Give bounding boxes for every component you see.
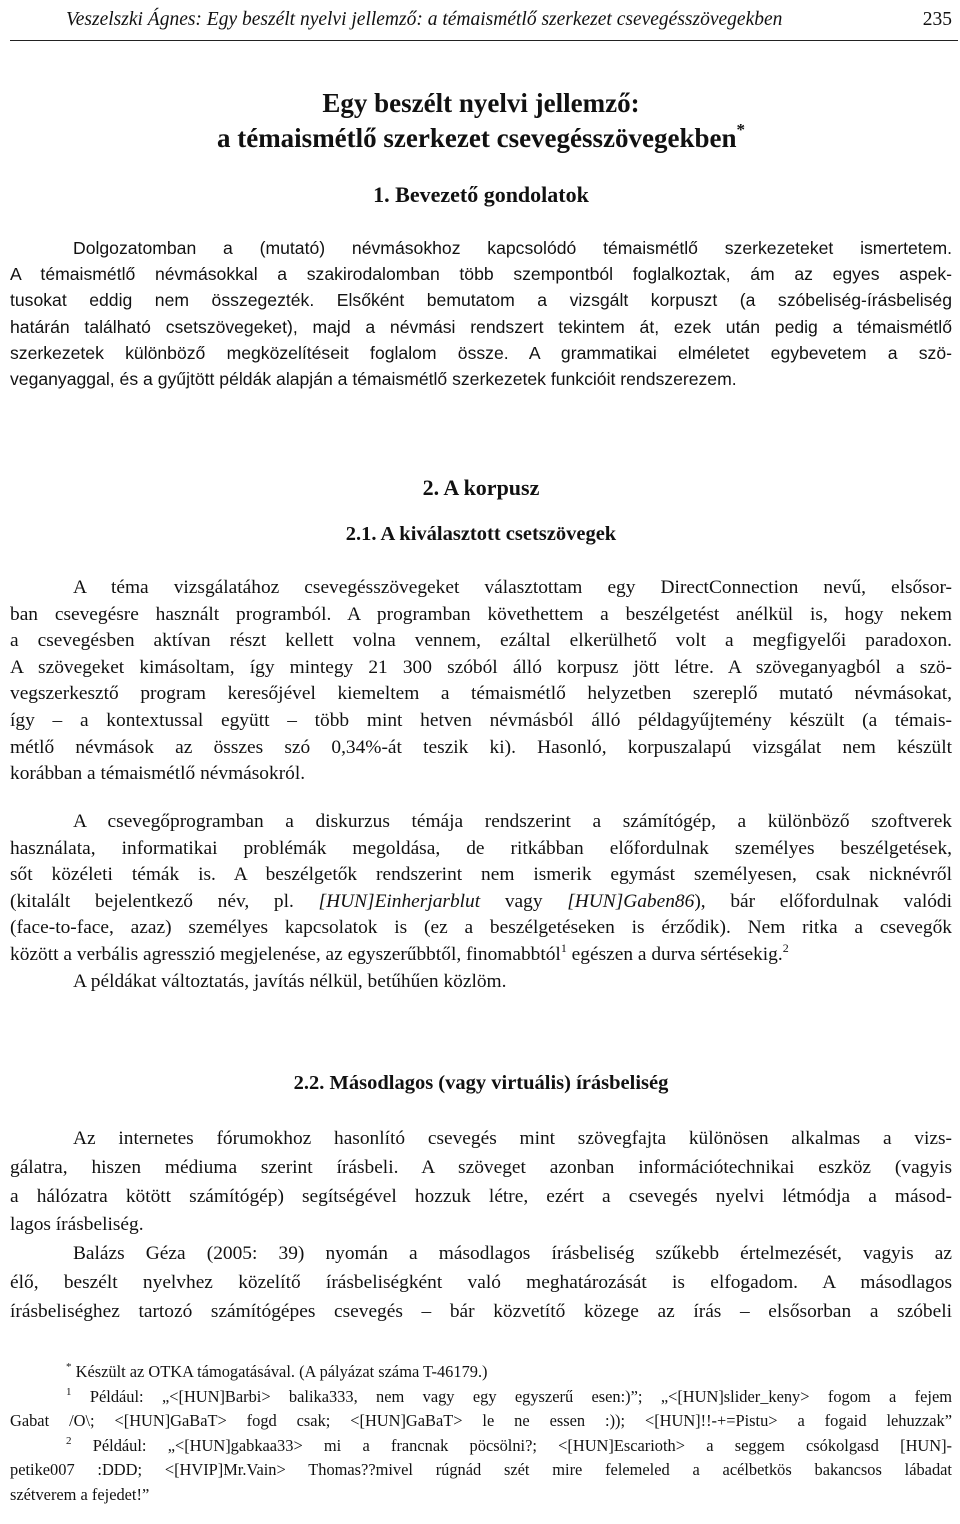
footnote-2-continued: szétverem a fejedet!” — [10, 1484, 150, 1504]
text-line: így – a kontextussal együtt – több mint hetven névmásból álló példagyűjtemény készült (a témais- — [10, 709, 952, 731]
footnote-1-continued: Gabat /O\; <[HUN]GaBaT> fogd csak; <[HUN]GaBaT> le ne essen :)); <[HUN]!!-+=Pistu> a fogaid lehuzzak” — [10, 1411, 952, 1430]
text-line: (kitalált bejelentkező név, pl. [HUN]Einherjarblut vagy [HUN]Gaben86), bár előfordulnak valódi — [10, 890, 952, 912]
text-line: A téma vizsgálatához csevegésszövegeket választottam egy DirectConnection nevű, elsősor- — [73, 577, 952, 598]
title-line-2: a témaismétlő szerkezet csevegésszövegekben* — [216, 120, 746, 153]
running-head-text: Veszelszki Ágnes: Egy beszélt nyelvi jellemző: a témaismétlő szerkezet csevegésszövegekben — [66, 9, 783, 30]
footnote-mark: 1 — [66, 1385, 72, 1398]
footnote-2-continued: petike007 :DDD; <[HVIP]Mr.Vain> Thomas??mivel rúgnád szét mire felemeled a acélbetkös bakancsos lábadat — [10, 1460, 952, 1479]
footnote-1: $^1$ Például: „<[HUN]Barbi> balika333, nem vagy egy egyszerű esen:)”; „<[HUN]slider_keny> fogom a fejem — [66, 1385, 952, 1406]
text-line: A csevegőprogramban a diskurzus témája rendszerint a számítógép, a különböző szoftverek — [73, 811, 952, 832]
section-2-1-paragraph-3 — [10, 969, 952, 996]
text-line: gálatra, hiszen médiuma szerint írásbeli. A szöveget azonban információtechnikai eszköz (vagyis — [10, 1156, 952, 1178]
text-line: ban csevegésre használt programból. A programban követhettem a beszélgetést anélkül is, hogy nekem — [10, 603, 952, 625]
text-line: a csevegésben aktívan részt kellett volna vennem, ezáltal elkerülhető volt a megfigyelői paradoxon. — [10, 630, 952, 652]
section-2-1-paragraph-1 — [10, 575, 952, 788]
footnote-ref-2: 2 — [782, 940, 789, 955]
running-head — [10, 6, 952, 34]
text-line: sőt közéleti témák is. A beszélgetők rendszerint nem ismerik egymást személyesen, csak nicknévről — [10, 864, 952, 886]
section-2-1-heading: 2.1. A kiválasztott csetszövegek — [345, 523, 617, 545]
text-line: élő, beszélt nyelvhez közelítő írásbeliségként való meghatározását is elfogadom. A másodlagos — [10, 1271, 952, 1293]
text-line: használata, informatikai problémák megoldása, de ritkábban előfordulnak személyes beszélgetések, — [10, 837, 952, 859]
footnotes — [10, 1360, 952, 1507]
section-1-paragraph — [10, 235, 952, 392]
section-2-heading: 2. A korpusz — [422, 475, 540, 500]
article-title — [10, 86, 952, 156]
title-line-1: Egy beszélt nyelvi jellemző: — [322, 88, 640, 118]
section-1-heading: 1. Bevezető gondolatok — [373, 182, 589, 207]
text-line: korábban a témaismétlő névmásokról. — [10, 763, 306, 785]
text-line: veganyaggal, és a gyűjtött példák alapján a témaismétlő szerkezetek funkcióit rendszerezem. — [10, 369, 737, 390]
section-2-1-paragraph-2 — [10, 809, 952, 969]
footnote-mark: 2 — [66, 1434, 72, 1447]
nickname-example: [HUN]Gaben86 — [567, 890, 695, 912]
section-2-2-paragraph-1 — [10, 1125, 952, 1240]
text-line: métlő névmások az összes szó 0,34%-át teszik ki). Hasonló, korpuszalapú vizsgálat nem készült — [10, 736, 952, 758]
text-line: tusokat eddig nem összegezték. Elsőként bemutatom a vizsgált korpuszt (a szóbeliség-írásbeliség — [10, 290, 952, 311]
text-line: vegszerkesztő program keresőjével kiemeltem a témaismétlő helyzetben szereplő mutató névmásokat, — [10, 683, 952, 705]
section-2-2-paragraph-2 — [10, 1240, 952, 1326]
text-line: lagos írásbeliség. — [10, 1214, 144, 1236]
title-footnote-marker: * — [736, 120, 746, 139]
text-line: A témaismétlő névmásokkal a szakirodalomban több szempontból foglalkoztak, ám az egyes aspek- — [10, 264, 952, 285]
text-line: Balázs Géza (2005: 39) nyomán a másodlagos írásbeliség szűkebb értelmezését, vagyis az — [73, 1243, 952, 1264]
page-number: 235 — [922, 9, 952, 30]
text-line: A példákat változtatás, javítás nélkül, betűhűen közlöm. — [73, 971, 507, 992]
text-line: a hálózatra kötött számítógép) segítségével hozzuk létre, ezért a csevegés nyelvi létmódja a másod- — [10, 1185, 952, 1207]
text-line: A szövegeket kimásoltam, így mintegy 21 300 szóból álló korpusz jött létre. A szöveganyagból a szö- — [10, 656, 952, 678]
text-line: határán található csetszövegeket), majd a névmási rendszert tekintem át, ezek után pedig a témaismétlő — [10, 316, 952, 337]
header-rule — [10, 40, 958, 41]
text-line: írásbeliséghez tartozó számítógépes csevegés – bár közvetítő közege az írás – elsősorban a szóbeli — [10, 1300, 952, 1322]
footnote-2: $^2$ Például: „<[HUN]gabkaa33> mi a francnak pöcsölni?; <[HUN]Escarioth> a seggem csókolgasd [HUN]- — [66, 1434, 952, 1455]
footnote-ref-1: 1 — [560, 940, 567, 955]
text-line: (face-to-face, azaz) személyes kapcsolatok is (ez a beszélgetéseken is érződik). Nem ritka a csevegők — [10, 917, 952, 939]
text-line: Az internetes fórumokhoz hasonlító csevegés mint szövegfajta különösen alkalmas a vizs- — [73, 1128, 952, 1149]
text-line: között a verbális agresszió megjelenése, az egyszerűbbtől, finomabbtól$^1$ egészen a durva sértésekig.$^2$ — [10, 940, 789, 965]
text-line: szerkezetek különböző megközelítéseit foglalom össze. A grammatikai elméletet egybevetem a szö- — [10, 342, 952, 363]
text-line: Dolgozatomban a (mutató) névmásokhoz kapcsolódó témaismétlő szerkezeteket ismertetem. — [73, 238, 952, 258]
footnote-star: * Készült az OTKA támogatásával. (A pályázat száma T-46179.) — [66, 1361, 488, 1381]
section-2-2-heading: 2.2. Másodlagos (vagy virtuális) írásbeliség — [293, 1072, 669, 1094]
footnote-mark: * — [66, 1361, 72, 1373]
nickname-example: [HUN]Einherjarblut — [318, 890, 481, 912]
